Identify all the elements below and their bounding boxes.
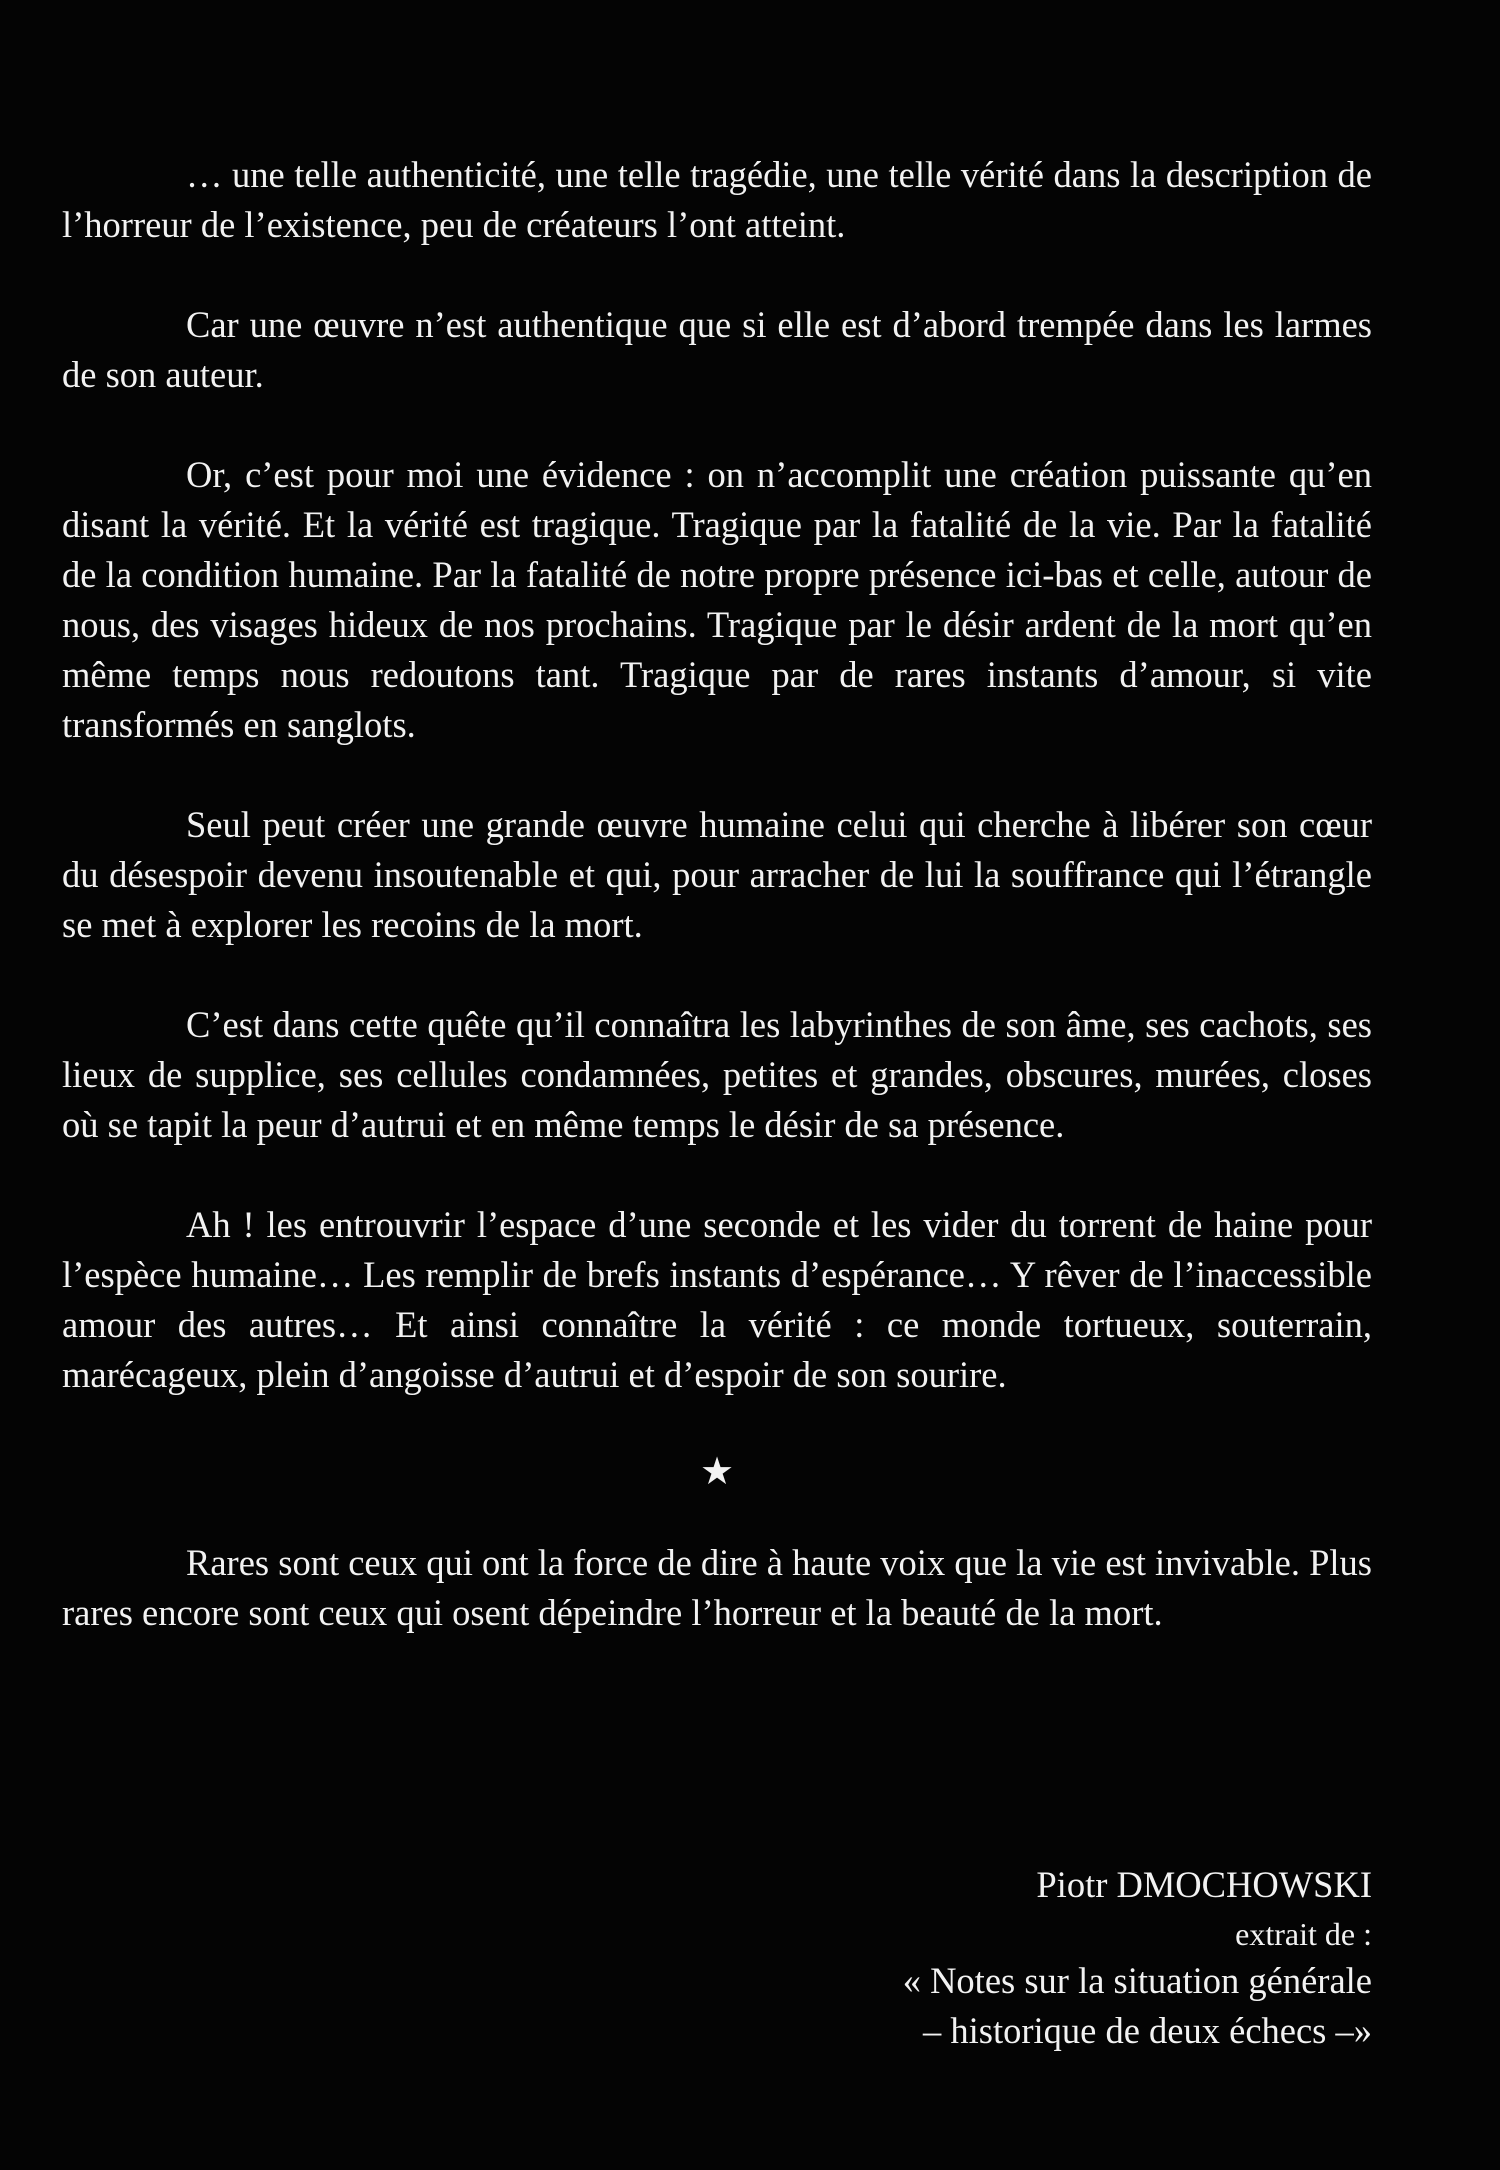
author-name: Piotr DMOCHOWSKI xyxy=(1036,1864,1372,1905)
extract-label: extrait de : xyxy=(1235,1916,1372,1952)
paragraph-3: Or, c’est pour moi une évidence : on n’accomplit une création puissante qu’en disant la vérité. Et la vérité est tragique. Tragique par la fatalité de la vie. Par la fatalité de la condition humaine. Par la fatalité de notre propre présence ici-bas et celle, autour de nous, des visages hideux de nos prochains. Tragique par le désir ardent de la mort qu’en même temps nous redoutons tant. Tragique par de rares instants d’amour, si vite transformés en sanglots. xyxy=(62,454,1372,745)
paragraph-1: … une telle authenticité, une telle tragédie, une telle vérité dans la description de l’horreur de l’existence, peu de créateurs l’ont atteint. xyxy=(62,154,1372,245)
paragraph-5: C’est dans cette quête qu’il connaîtra les labyrinthes de son âme, ses cachots, ses lieux de supplice, ses cellules condamnées, petites et grandes, obscures, murées, closes où se tapit la peur d’autrui et en même temps le désir de sa présence. xyxy=(62,1004,1372,1145)
text-body xyxy=(62,150,1372,1688)
paragraph-6: Ah ! les entrouvrir l’espace d’une seconde et les vider du torrent de haine pour l’espèce humaine… Les remplir de brefs instants d’espérance… Y rêver de l’inaccessible amour des autres… Et ainsi connaître la vérité : ce monde tortueux, souterrain, marécageux, plein d’angoisse d’autrui et d’espoir de son sourire. xyxy=(62,1204,1372,1395)
closing-paragraph: Rares sont ceux qui ont la force de dire à haute voix que la vie est invivable. Plus rares encore sont ceux qui osent dépeindre l’horreur et la beauté de la mort. xyxy=(62,1542,1372,1633)
paragraph-4: Seul peut créer une grande œuvre humaine celui qui cherche à libérer son cœur du désespoir devenu insoutenable et qui, pour arracher de lui la souffrance qui l’étrangle se met à explorer les recoins de la mort. xyxy=(62,804,1372,945)
star-separator: ★ xyxy=(699,1451,735,1493)
signature-block xyxy=(903,1860,1372,2056)
paragraph-2: Car une œuvre n’est authentique que si elle est d’abord trempée dans les larmes de son auteur. xyxy=(62,304,1372,395)
source-title-line-2: – historique de deux échecs –» xyxy=(922,2010,1372,2051)
source-title-line-1: « Notes sur la situation générale xyxy=(902,1960,1372,2001)
